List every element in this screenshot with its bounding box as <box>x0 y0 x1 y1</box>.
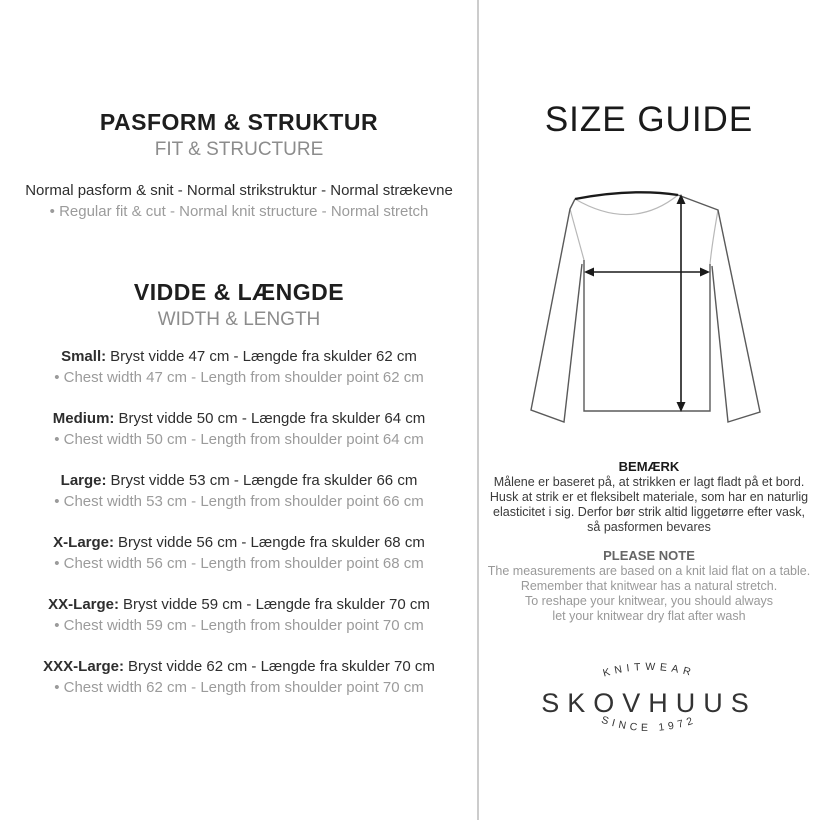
collar-line <box>575 192 678 199</box>
size-measurement-en: • Chest width 56 cm - Length from shoulder point 68 cm <box>54 555 424 572</box>
logo-name-text: SKOVHUUS <box>541 688 757 718</box>
note-line-en: To reshape your knitwear, you should always <box>524 594 774 608</box>
size-row-xx-large <box>0 594 478 636</box>
size-measurement-en: • Chest width 50 cm - Length from shoulder point 64 cm <box>54 431 424 448</box>
fit-description-en: • Regular fit & cut - Normal knit structure - Normal stretch <box>49 203 429 220</box>
note-heading-en: PLEASE NOTE <box>603 548 695 563</box>
width-length-title-da: VIDDE & LÆNGDE <box>133 279 345 305</box>
fit-structure-title-en: FIT & STRUCTURE <box>154 139 324 160</box>
note-line-da: Målene er baseret på, at strikken er lagt fladt på et bord. <box>493 475 805 489</box>
note-line-en: Remember that knitwear has a natural stretch. <box>520 579 778 593</box>
size-row-x-large <box>0 532 478 574</box>
width-arrow <box>584 268 710 277</box>
size-measurement-da: Bryst vidde 47 cm - Længde fra skulder 62 cm <box>110 348 417 365</box>
size-measurement-en: • Chest width 59 cm - Length from shoulder point 70 cm <box>54 617 424 634</box>
width-length-title-en: WIDTH & LENGTH <box>157 309 321 330</box>
size-label: X-Large: <box>53 534 115 551</box>
right-sleeve-outline <box>678 195 760 422</box>
note-line-en: let your knitwear dry flat after wash <box>552 609 746 623</box>
fit-description <box>0 180 478 222</box>
size-row-medium <box>0 408 478 450</box>
front-neckline-line <box>575 195 678 215</box>
right-armhole-line <box>710 210 718 264</box>
left-sleeve-outline <box>531 199 582 422</box>
size-measurement-da: Bryst vidde 56 cm - Længde fra skulder 68 cm <box>118 534 425 551</box>
size-measurement-da: Bryst vidde 59 cm - Længde fra skulder 70 cm <box>123 596 430 613</box>
length-arrow <box>677 194 686 412</box>
size-row-xxx-large <box>0 656 478 698</box>
size-guide-title: SIZE GUIDE <box>544 100 754 139</box>
note-line-da: Husk at strik er et fleksibelt materiale, som har en naturlig <box>489 490 809 504</box>
size-measurement-da: Bryst vidde 62 cm - Længde fra skulder 70 cm <box>128 658 435 675</box>
size-label: Small: <box>61 348 107 365</box>
note-line-da: elasticitet i sig. Derfor bør strik altid liggetørre efter vask, <box>493 505 805 519</box>
size-measurement-en: • Chest width 53 cm - Length from shoulder point 66 cm <box>54 493 424 510</box>
size-label: XX-Large: <box>48 596 120 613</box>
size-measurement-da: Bryst vidde 50 cm - Længde fra skulder 64 cm <box>118 410 426 427</box>
skovhuus-logo <box>509 640 789 758</box>
size-row-small <box>0 346 478 388</box>
note-line-en: The measurements are based on a knit laid flat on a table. <box>487 564 811 578</box>
notes-section <box>482 458 816 624</box>
size-measurement-en: • Chest width 47 cm - Length from shoulder point 62 cm <box>54 369 424 386</box>
fit-description-da: Normal pasform & snit - Normal strikstruktur - Normal strækevne <box>25 182 453 199</box>
size-measurement-da: Bryst vidde 53 cm - Længde fra skulder 66 cm <box>110 472 418 489</box>
left-armhole-line <box>570 209 584 260</box>
size-label: Large: <box>60 472 107 489</box>
logo-bottom-text: SINCE 1972 <box>599 713 699 735</box>
note-line-da: så pasformen bevares <box>587 520 711 534</box>
size-label: XXX-Large: <box>43 658 125 675</box>
size-row-large <box>0 470 478 512</box>
fit-structure-title-da: PASFORM & STRUKTUR <box>99 109 379 135</box>
body-outline <box>584 260 710 411</box>
size-measurement-en: • Chest width 62 cm - Length from shoulder point 70 cm <box>54 679 424 696</box>
size-list <box>0 346 478 698</box>
sweater-measurement-diagram-icon <box>488 182 792 444</box>
size-label: Medium: <box>52 410 115 427</box>
note-heading-da: BEMÆRK <box>618 459 680 474</box>
logo-top-text: KNITWEAR <box>601 660 697 680</box>
right-column <box>478 0 820 820</box>
